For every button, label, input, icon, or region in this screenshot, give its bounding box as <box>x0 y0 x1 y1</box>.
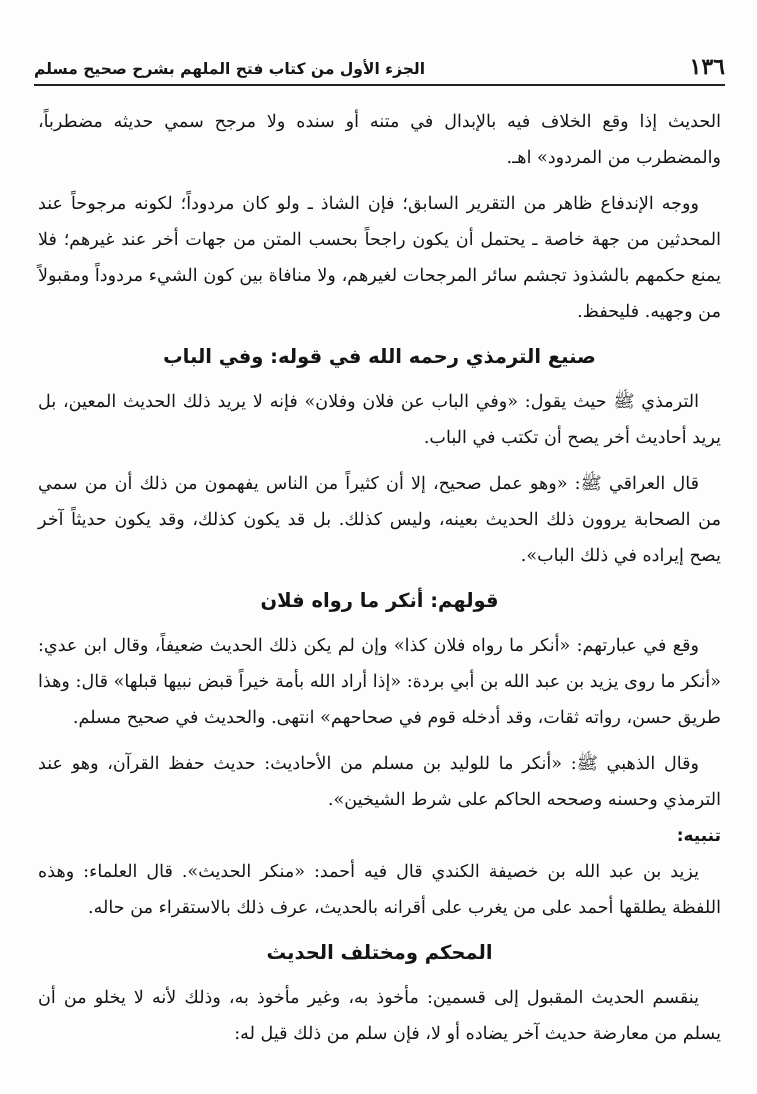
paragraph: الحديث إذا وقع الخلاف فيه بالإبدال في متنه أو سنده ولا مرجح سمي حديثه مضطرباً، والمضطرب من المردود» اهـ. <box>38 112 721 168</box>
note-heading: تنبيه: <box>676 826 721 846</box>
page-header <box>34 50 725 86</box>
paragraph: ينقسم الحديث المقبول إلى قسمين: مأخوذ به، وغير مأخوذ به، وذلك لأنه لا يخلو من أن يسلم من معارضة حديث آخر يضاده أو لا، فإن سلم من ذلك قيل له: <box>38 988 721 1044</box>
paragraph: يزيد بن عبد الله بن خصيفة الكندي قال فيه أحمد: «منكر الحديث». قال العلماء: وهذه اللفظة يطلقها أحمد على من يغرب على أقرانه بالحديث، عرف ذلك بالاستقراء من حاله. <box>38 862 721 918</box>
paragraph: وقع في عبارتهم: «أنكر ما رواه فلان كذا» وإن لم يكن ذلك الحديث ضعيفاً، وقال ابن عدي: «أنكر ما روى يزيد بن عبد الله بن أبي بردة: «إذا أراد الله بأمة خيراً قبض نبيها قبلها» قال: وهذا طريق حسن، رواته ثقات، وقد أدخله قوم في صحاحهم» انتهى. والحديث في صحيح مسلم. <box>38 636 721 728</box>
page-number: ١٣٦ <box>689 54 725 80</box>
section-heading: قولهم: أنكر ما رواه فلان <box>260 589 499 612</box>
paragraph: ووجه الإندفاع ظاهر من التقرير السابق؛ فإن الشاذ ـ ولو كان مردوداً؛ لكونه مرجوحاً عند المحدثين من جهة خاصة ـ يحتمل أن يكون راجحاً بحسب المتن من جهات أخر عند غيرهم؛ فلا يمنع حكمهم بالشذوذ تجشم سائر المرجحات لغيرهم، ولا منافاة بين كون الشيء مردوداً ومقبولاً من وجهيه. فليحفظ. <box>38 194 721 322</box>
paragraph: الترمذي ﷺ حيث يقول: «وفي الباب عن فلان وفلان» فإنه لا يريد ذلك الحديث المعين، بل يريد أحاديث أخر يصح أن تكتب في الباب. <box>38 392 721 448</box>
section-heading: المحكم ومختلف الحديث <box>266 941 493 964</box>
running-title: الجزء الأول من كتاب فتح الملهم بشرح صحيح مسلم <box>34 60 426 78</box>
paragraph: قال العراقي ﷺ: «وهو عمل صحيح، إلا أن كثيراً من الناس يفهمون من ذلك أن من سمي من الصحابة يروون ذلك الحديث بعينه، وليس كذلك. بل قد يكون كذلك، وقد يكون حديثاً آخر يصح إيراده في ذلك الباب». <box>38 474 721 566</box>
page-body <box>38 104 721 1052</box>
section-heading: صنيع الترمذي رحمه الله في قوله: وفي الباب <box>163 345 596 368</box>
paragraph: وقال الذهبي ﷺ: «أنكر ما للوليد بن مسلم من الأحاديث: حديث حفظ القرآن، وهو عند الترمذي وحسنه وصححه الحاكم على شرط الشيخين». <box>38 754 721 810</box>
